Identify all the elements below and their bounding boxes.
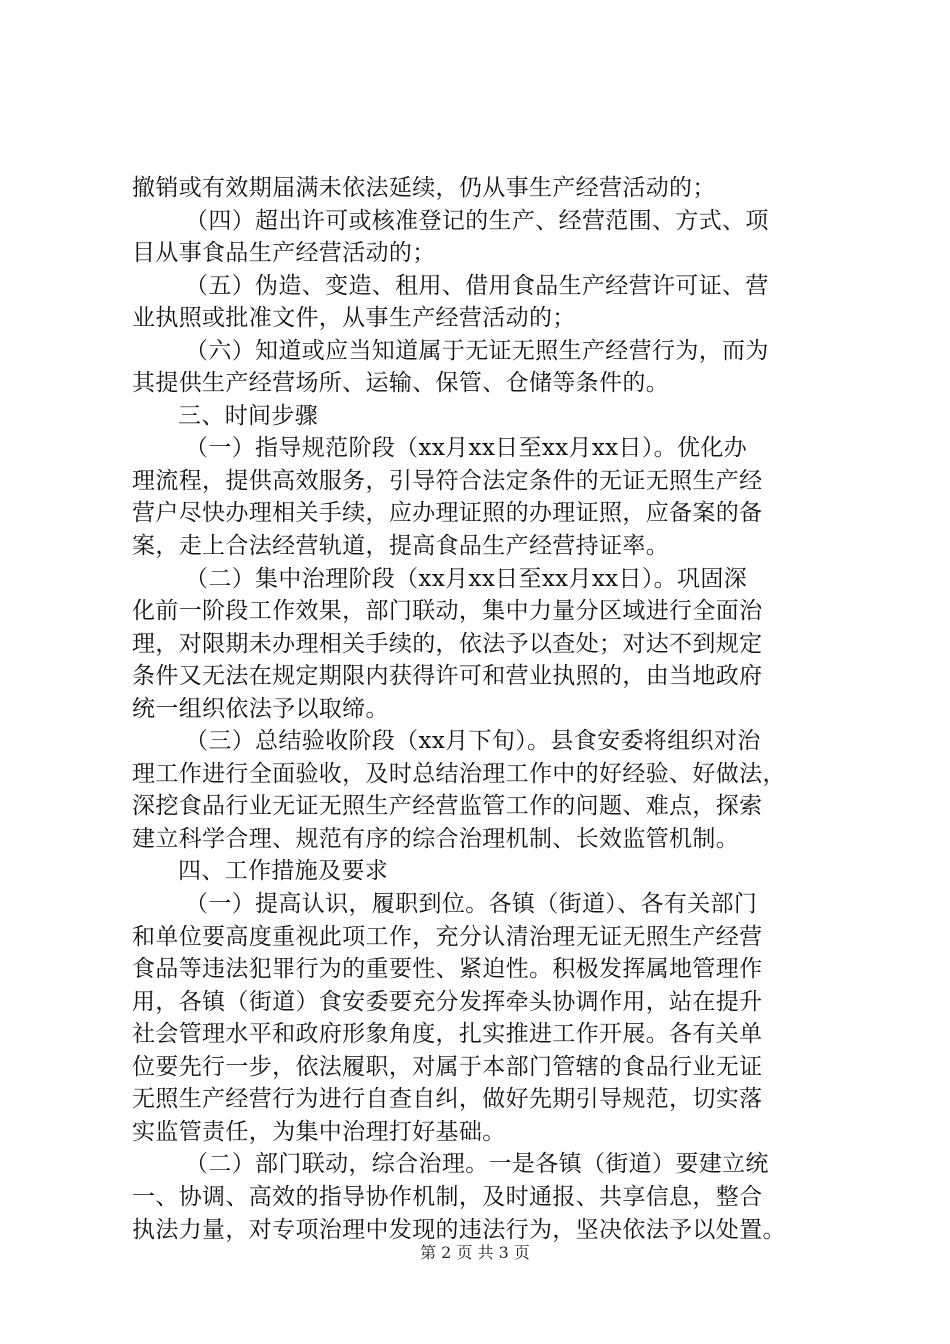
text-line: 无照生产经营行为进行自查自纠，做好先期引导规范，切实落 [132, 1086, 763, 1113]
text-line: 化前一阶段工作效果，部门联动，集中力量分区域进行全面治 [132, 598, 763, 625]
text-line: 一、协调、高效的指导协作机制，及时通报、共享信息，整合 [132, 1183, 763, 1210]
text-line: 理流程，提供高效服务，引导符合法定条件的无证无照生产经 [132, 467, 763, 494]
text-line: 执法力量，对专项治理中发现的违法行为，坚决依法予以处置。 [132, 1216, 786, 1243]
text-line: （三）总结验收阶段（xx月下旬）。县食安委将组织对治 [185, 728, 761, 755]
document-body [132, 172, 834, 1246]
text-line: 条件又无法在规定期限内获得许可和营业执照的，由当地政府 [132, 663, 763, 690]
text-line: 理，对限期未办理相关手续的，依法予以查处；对达不到规定 [132, 630, 763, 657]
section-heading: 三、时间步骤 [178, 402, 319, 429]
text-line: 食品等违法犯罪行为的重要性、紧迫性。积极发挥属地管理作 [132, 956, 763, 983]
text-line: （四）超出许可或核准登记的生产、经营范围、方式、项 [185, 207, 769, 234]
text-line: 理工作进行全面验收，及时总结治理工作中的好经验、好做法， [132, 760, 786, 787]
text-line: 用，各镇（街道）食安委要充分发挥牵头协调作用，站在提升 [132, 988, 763, 1015]
text-line: 营户尽快办理相关手续，应办理证照的办理证照，应备案的备 [132, 500, 763, 527]
text-line: （二）集中治理阶段（xx月xx日至xx月xx日）。巩固深 [185, 565, 748, 592]
page-footer: 第 2 页 共 3 页 [420, 1243, 530, 1262]
text-line: （六）知道或应当知道属于无证无照生产经营行为，而为 [185, 337, 769, 364]
text-line: 建立科学合理、规范有序的综合治理机制、长效监管机制。 [132, 825, 740, 852]
text-line: （一）指导规范阶段（xx月xx日至xx月xx日）。优化办 [185, 435, 748, 462]
text-line: 撤销或有效期届满未依法延续，仍从事生产经营活动的； [132, 175, 716, 201]
text-line: （五）伪造、变造、租用、借用食品生产经营许可证、营 [185, 272, 769, 299]
text-line: 目从事食品生产经营活动的； [132, 240, 436, 267]
text-line: 统一组织依法予以取缔。 [132, 695, 389, 722]
text-line: （一）提高认识，履职到位。各镇（街道）、各有关部门 [185, 891, 758, 918]
text-line: 社会管理水平和政府形象角度，扎实推进工作开展。各有关单 [132, 1021, 763, 1048]
text-line: 深挖食品行业无证无照生产经营监管工作的问题、难点，探索 [132, 793, 763, 820]
text-line: 位要先行一步，依法履职，对属于本部门管辖的食品行业无证 [132, 1053, 763, 1080]
text-line: 实监管责任，为集中治理打好基础。 [132, 1118, 506, 1145]
text-line: 案，走上合法经营轨道，提高食品生产经营持证率。 [132, 533, 670, 560]
text-line: 业执照或批准文件，从事生产经营活动的； [132, 305, 576, 332]
text-line: 和单位要高度重视此项工作，充分认清治理无证无照生产经营 [132, 923, 763, 950]
section-heading: 四、工作措施及要求 [178, 858, 389, 885]
text-line: （二）部门联动，综合治理。一是各镇（街道）要建立统 [185, 1151, 769, 1178]
text-line: 其提供生产经营场所、运输、保管、仓储等条件的。 [132, 370, 670, 397]
